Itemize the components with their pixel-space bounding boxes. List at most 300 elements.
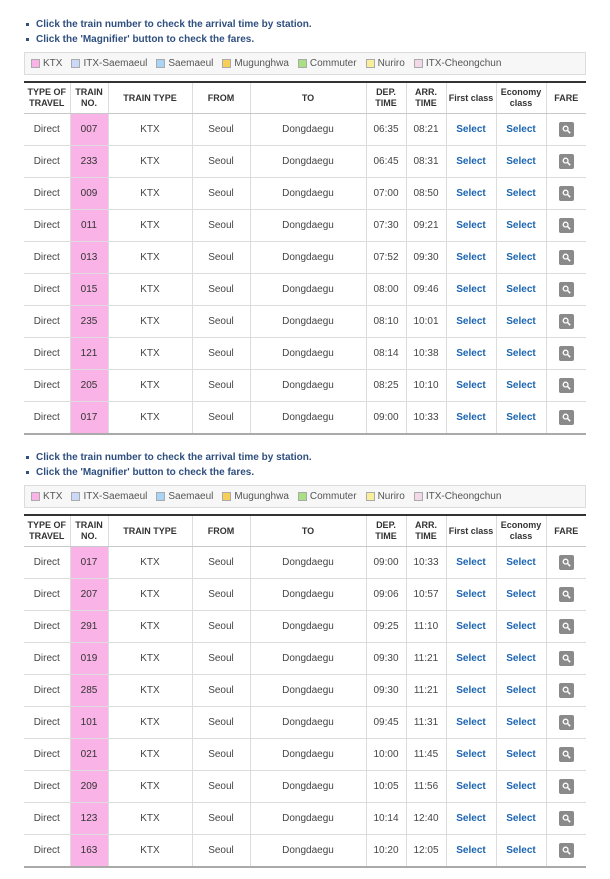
legend-swatch <box>31 59 40 68</box>
fare-cell <box>546 675 586 707</box>
legend-label: Mugunghwa <box>234 491 289 502</box>
fare-cell <box>546 803 586 835</box>
economy-class-select-button[interactable]: Select <box>506 653 536 664</box>
header-from: FROM <box>192 82 250 114</box>
economy-class-cell <box>496 547 546 579</box>
instruction-note: Click the 'Magnifier' button to check the fares. <box>24 32 586 47</box>
economy-class-select-button[interactable]: Select <box>506 717 536 728</box>
table-row <box>24 771 586 803</box>
timetable <box>24 81 586 435</box>
train-number-link[interactable]: 285 <box>70 675 108 707</box>
first-class-select-button[interactable]: Select <box>456 380 486 391</box>
legend-label: Nuriro <box>377 491 405 502</box>
fare-cell <box>546 611 586 643</box>
to-cell: Dongdaegu <box>250 242 366 274</box>
arrival-time-cell: 10:38 <box>406 338 446 370</box>
fare-cell <box>546 306 586 338</box>
travel-type-cell: Direct <box>24 146 70 178</box>
header-train-no: TRAIN NO. <box>70 82 108 114</box>
economy-class-cell <box>496 242 546 274</box>
from-cell: Seoul <box>192 178 250 210</box>
from-cell: Seoul <box>192 274 250 306</box>
economy-class-cell <box>496 338 546 370</box>
first-class-cell <box>446 739 496 771</box>
header-economy-class: Economy class <box>496 515 546 547</box>
first-class-cell <box>446 579 496 611</box>
from-cell: Seoul <box>192 306 250 338</box>
from-cell: Seoul <box>192 835 250 868</box>
header-arr-time: ARR. TIME <box>406 515 446 547</box>
travel-type-cell: Direct <box>24 274 70 306</box>
magnifier-icon[interactable] <box>559 555 574 570</box>
first-class-cell <box>446 675 496 707</box>
first-class-select-button[interactable]: Select <box>456 220 486 231</box>
arrival-time-cell: 11:21 <box>406 643 446 675</box>
economy-class-cell <box>496 370 546 402</box>
train-number-link[interactable]: 019 <box>70 643 108 675</box>
economy-class-cell <box>496 274 546 306</box>
legend-item <box>71 491 147 502</box>
train-type-cell: KTX <box>108 835 192 868</box>
from-cell: Seoul <box>192 739 250 771</box>
fare-cell <box>546 178 586 210</box>
legend-item <box>298 491 357 502</box>
legend-item <box>31 58 62 69</box>
arrival-time-cell: 12:40 <box>406 803 446 835</box>
to-cell: Dongdaegu <box>250 707 366 739</box>
economy-class-select-button[interactable]: Select <box>506 621 536 632</box>
legend-item <box>222 491 288 502</box>
departure-time-cell: 09:45 <box>366 707 406 739</box>
from-cell: Seoul <box>192 579 250 611</box>
train-type-cell: KTX <box>108 611 192 643</box>
legend-swatch <box>156 492 165 501</box>
train-number-link[interactable]: 021 <box>70 739 108 771</box>
table-row <box>24 146 586 178</box>
departure-time-cell: 10:05 <box>366 771 406 803</box>
train-number-link[interactable]: 291 <box>70 611 108 643</box>
train-number-link[interactable]: 013 <box>70 242 108 274</box>
table-row <box>24 611 586 643</box>
first-class-select-button[interactable]: Select <box>456 653 486 664</box>
travel-type-cell: Direct <box>24 643 70 675</box>
departure-time-cell: 09:00 <box>366 402 406 435</box>
first-class-cell <box>446 643 496 675</box>
table-row <box>24 306 586 338</box>
first-class-cell <box>446 178 496 210</box>
arrival-time-cell: 10:33 <box>406 547 446 579</box>
first-class-cell <box>446 835 496 868</box>
header-dep-time: DEP. TIME <box>366 82 406 114</box>
table-row <box>24 675 586 707</box>
arrival-time-cell: 11:31 <box>406 707 446 739</box>
first-class-cell <box>446 146 496 178</box>
legend-label: ITX-Cheongchun <box>425 58 502 69</box>
legend-item <box>298 58 357 69</box>
first-class-cell <box>446 547 496 579</box>
economy-class-select-button[interactable]: Select <box>506 557 536 568</box>
from-cell: Seoul <box>192 643 250 675</box>
train-number-link[interactable]: 007 <box>70 114 108 146</box>
to-cell: Dongdaegu <box>250 146 366 178</box>
first-class-select-button[interactable]: Select <box>456 621 486 632</box>
economy-class-select-button[interactable]: Select <box>506 124 536 135</box>
to-cell: Dongdaegu <box>250 114 366 146</box>
legend-item <box>156 491 213 502</box>
economy-class-cell <box>496 643 546 675</box>
departure-time-cell: 06:35 <box>366 114 406 146</box>
magnifier-icon[interactable] <box>559 346 574 361</box>
legend-swatch <box>298 492 307 501</box>
table-row <box>24 803 586 835</box>
legend-label: Commuter <box>309 58 357 69</box>
first-class-select-button[interactable]: Select <box>456 557 486 568</box>
table-row <box>24 579 586 611</box>
magnifier-icon[interactable] <box>559 250 574 265</box>
fare-cell <box>546 114 586 146</box>
economy-class-cell <box>496 210 546 242</box>
to-cell: Dongdaegu <box>250 338 366 370</box>
fare-cell <box>546 547 586 579</box>
legend-swatch <box>414 59 423 68</box>
economy-class-select-button[interactable]: Select <box>506 188 536 199</box>
header-train-type: TRAIN TYPE <box>108 82 192 114</box>
header-economy-class: Economy class <box>496 82 546 114</box>
header-from: FROM <box>192 515 250 547</box>
train-type-legend <box>24 485 586 508</box>
from-cell: Seoul <box>192 370 250 402</box>
travel-type-cell: Direct <box>24 803 70 835</box>
economy-class-cell <box>496 611 546 643</box>
train-number-link[interactable]: 207 <box>70 579 108 611</box>
first-class-select-button[interactable]: Select <box>456 316 486 327</box>
economy-class-cell <box>496 306 546 338</box>
economy-class-select-button[interactable]: Select <box>506 412 536 423</box>
economy-class-cell <box>496 114 546 146</box>
from-cell: Seoul <box>192 210 250 242</box>
economy-class-select-button[interactable]: Select <box>506 845 536 856</box>
legend-swatch <box>298 59 307 68</box>
legend-item <box>31 491 62 502</box>
from-cell: Seoul <box>192 803 250 835</box>
magnifier-icon[interactable] <box>559 410 574 425</box>
magnifier-icon[interactable] <box>559 282 574 297</box>
travel-type-cell: Direct <box>24 547 70 579</box>
train-number-link[interactable]: 123 <box>70 803 108 835</box>
magnifier-icon[interactable] <box>559 811 574 826</box>
economy-class-select-button[interactable]: Select <box>506 749 536 760</box>
to-cell: Dongdaegu <box>250 274 366 306</box>
to-cell: Dongdaegu <box>250 771 366 803</box>
first-class-select-button[interactable]: Select <box>456 749 486 760</box>
economy-class-select-button[interactable]: Select <box>506 781 536 792</box>
first-class-cell <box>446 114 496 146</box>
legend-swatch <box>71 492 80 501</box>
economy-class-select-button[interactable]: Select <box>506 252 536 263</box>
departure-time-cell: 07:00 <box>366 178 406 210</box>
first-class-cell <box>446 803 496 835</box>
economy-class-select-button[interactable]: Select <box>506 589 536 600</box>
arrival-time-cell: 10:10 <box>406 370 446 402</box>
to-cell: Dongdaegu <box>250 835 366 868</box>
magnifier-icon[interactable] <box>559 843 574 858</box>
first-class-cell <box>446 274 496 306</box>
economy-class-cell <box>496 771 546 803</box>
header-type-of-travel: TYPE OF TRAVEL <box>24 515 70 547</box>
header-dep-time: DEP. TIME <box>366 515 406 547</box>
economy-class-cell <box>496 739 546 771</box>
travel-type-cell: Direct <box>24 835 70 868</box>
legend-label: KTX <box>43 58 63 69</box>
arrival-time-cell: 12:05 <box>406 835 446 868</box>
train-number-link[interactable]: 235 <box>70 306 108 338</box>
magnifier-icon[interactable] <box>559 747 574 762</box>
train-number-link[interactable]: 209 <box>70 771 108 803</box>
table-row <box>24 707 586 739</box>
economy-class-select-button[interactable]: Select <box>506 284 536 295</box>
arrival-time-cell: 11:21 <box>406 675 446 707</box>
header-first-class: First class <box>446 82 496 114</box>
arrival-time-cell: 11:45 <box>406 739 446 771</box>
departure-time-cell: 09:00 <box>366 547 406 579</box>
travel-type-cell: Direct <box>24 178 70 210</box>
train-type-cell: KTX <box>108 146 192 178</box>
legend-swatch <box>366 59 375 68</box>
departure-time-cell: 06:45 <box>366 146 406 178</box>
train-type-legend <box>24 52 586 75</box>
first-class-cell <box>446 402 496 435</box>
train-number-link[interactable]: 017 <box>70 402 108 435</box>
table-row <box>24 178 586 210</box>
legend-swatch <box>31 492 40 501</box>
magnifier-icon[interactable] <box>559 186 574 201</box>
fare-cell <box>546 643 586 675</box>
fare-cell <box>546 146 586 178</box>
instruction-note: Click the train number to check the arrival time by station. <box>24 17 586 32</box>
first-class-select-button[interactable]: Select <box>456 348 486 359</box>
magnifier-icon[interactable] <box>559 779 574 794</box>
to-cell: Dongdaegu <box>250 611 366 643</box>
to-cell: Dongdaegu <box>250 675 366 707</box>
magnifier-icon[interactable] <box>559 378 574 393</box>
first-class-select-button[interactable]: Select <box>456 284 486 295</box>
from-cell: Seoul <box>192 675 250 707</box>
legend-swatch <box>414 492 423 501</box>
economy-class-select-button[interactable]: Select <box>506 813 536 824</box>
magnifier-icon[interactable] <box>559 651 574 666</box>
economy-class-select-button[interactable]: Select <box>506 220 536 231</box>
header-train-no: TRAIN NO. <box>70 515 108 547</box>
first-class-cell <box>446 771 496 803</box>
travel-type-cell: Direct <box>24 771 70 803</box>
arrival-time-cell: 08:21 <box>406 114 446 146</box>
header-arr-time: ARR. TIME <box>406 82 446 114</box>
timetable-section <box>24 450 586 868</box>
legend-label: Nuriro <box>377 58 405 69</box>
magnifier-icon[interactable] <box>559 715 574 730</box>
train-number-link[interactable]: 101 <box>70 707 108 739</box>
first-class-select-button[interactable]: Select <box>456 845 486 856</box>
travel-type-cell: Direct <box>24 370 70 402</box>
arrival-time-cell: 08:50 <box>406 178 446 210</box>
first-class-select-button[interactable]: Select <box>456 685 486 696</box>
fare-cell <box>546 370 586 402</box>
fare-cell <box>546 739 586 771</box>
to-cell: Dongdaegu <box>250 739 366 771</box>
train-number-link[interactable]: 011 <box>70 210 108 242</box>
first-class-cell <box>446 707 496 739</box>
instructions-list <box>24 17 586 47</box>
economy-class-cell <box>496 178 546 210</box>
magnifier-icon[interactable] <box>559 314 574 329</box>
header-type-of-travel: TYPE OF TRAVEL <box>24 82 70 114</box>
header-to: TO <box>250 515 366 547</box>
train-type-cell: KTX <box>108 242 192 274</box>
train-type-cell: KTX <box>108 210 192 242</box>
header-row <box>24 82 586 114</box>
table-row <box>24 242 586 274</box>
from-cell: Seoul <box>192 547 250 579</box>
timetable-section <box>24 17 586 435</box>
departure-time-cell: 07:52 <box>366 242 406 274</box>
first-class-select-button[interactable]: Select <box>456 717 486 728</box>
from-cell: Seoul <box>192 402 250 435</box>
economy-class-select-button[interactable]: Select <box>506 685 536 696</box>
train-number-link[interactable]: 009 <box>70 178 108 210</box>
from-cell: Seoul <box>192 707 250 739</box>
first-class-select-button[interactable]: Select <box>456 156 486 167</box>
from-cell: Seoul <box>192 338 250 370</box>
table-row <box>24 402 586 435</box>
magnifier-icon[interactable] <box>559 154 574 169</box>
table-row <box>24 370 586 402</box>
from-cell: Seoul <box>192 146 250 178</box>
train-number-link[interactable]: 233 <box>70 146 108 178</box>
arrival-time-cell: 09:30 <box>406 242 446 274</box>
departure-time-cell: 09:30 <box>366 675 406 707</box>
to-cell: Dongdaegu <box>250 370 366 402</box>
first-class-select-button[interactable]: Select <box>456 781 486 792</box>
to-cell: Dongdaegu <box>250 579 366 611</box>
fare-cell <box>546 274 586 306</box>
travel-type-cell: Direct <box>24 242 70 274</box>
first-class-select-button[interactable]: Select <box>456 124 486 135</box>
legend-label: Mugunghwa <box>234 58 289 69</box>
magnifier-icon[interactable] <box>559 122 574 137</box>
departure-time-cell: 08:14 <box>366 338 406 370</box>
header-to: TO <box>250 82 366 114</box>
header-train-type: TRAIN TYPE <box>108 515 192 547</box>
first-class-select-button[interactable]: Select <box>456 252 486 263</box>
legend-label: ITX-Saemaeul <box>83 491 148 502</box>
magnifier-icon[interactable] <box>559 619 574 634</box>
to-cell: Dongdaegu <box>250 178 366 210</box>
first-class-cell <box>446 338 496 370</box>
train-type-cell: KTX <box>108 274 192 306</box>
first-class-select-button[interactable]: Select <box>456 813 486 824</box>
first-class-cell <box>446 210 496 242</box>
from-cell: Seoul <box>192 242 250 274</box>
train-type-cell: KTX <box>108 803 192 835</box>
fare-cell <box>546 579 586 611</box>
header-first-class: First class <box>446 515 496 547</box>
departure-time-cell: 10:14 <box>366 803 406 835</box>
train-number-link[interactable]: 015 <box>70 274 108 306</box>
economy-class-cell <box>496 579 546 611</box>
table-row <box>24 338 586 370</box>
travel-type-cell: Direct <box>24 210 70 242</box>
header-row <box>24 515 586 547</box>
departure-time-cell: 10:20 <box>366 835 406 868</box>
economy-class-select-button[interactable]: Select <box>506 380 536 391</box>
fare-cell <box>546 242 586 274</box>
legend-item <box>414 491 502 502</box>
first-class-cell <box>446 306 496 338</box>
first-class-select-button[interactable]: Select <box>456 188 486 199</box>
legend-label: ITX-Cheongchun <box>425 491 502 502</box>
first-class-cell <box>446 611 496 643</box>
departure-time-cell: 09:06 <box>366 579 406 611</box>
economy-class-cell <box>496 675 546 707</box>
fare-cell <box>546 771 586 803</box>
magnifier-icon[interactable] <box>559 683 574 698</box>
fare-cell <box>546 835 586 868</box>
to-cell: Dongdaegu <box>250 306 366 338</box>
to-cell: Dongdaegu <box>250 402 366 435</box>
from-cell: Seoul <box>192 611 250 643</box>
train-type-cell: KTX <box>108 739 192 771</box>
train-type-cell: KTX <box>108 402 192 435</box>
train-number-link[interactable]: 205 <box>70 370 108 402</box>
train-number-link[interactable]: 163 <box>70 835 108 868</box>
fare-cell <box>546 402 586 435</box>
legend-label: ITX-Saemaeul <box>83 58 148 69</box>
to-cell: Dongdaegu <box>250 643 366 675</box>
arrival-time-cell: 11:10 <box>406 611 446 643</box>
legend-item <box>366 58 405 69</box>
arrival-time-cell: 09:46 <box>406 274 446 306</box>
instructions-list <box>24 450 586 480</box>
first-class-select-button[interactable]: Select <box>456 412 486 423</box>
legend-label: Commuter <box>309 491 357 502</box>
instruction-note: Click the train number to check the arrival time by station. <box>24 450 586 465</box>
table-row <box>24 547 586 579</box>
train-number-link[interactable]: 121 <box>70 338 108 370</box>
first-class-select-button[interactable]: Select <box>456 589 486 600</box>
economy-class-select-button[interactable]: Select <box>506 156 536 167</box>
economy-class-select-button[interactable]: Select <box>506 348 536 359</box>
from-cell: Seoul <box>192 771 250 803</box>
header-fare: FARE <box>546 515 586 547</box>
departure-time-cell: 09:25 <box>366 611 406 643</box>
travel-type-cell: Direct <box>24 306 70 338</box>
economy-class-cell <box>496 707 546 739</box>
economy-class-cell <box>496 402 546 435</box>
legend-label: Saemaeul <box>168 58 214 69</box>
train-type-cell: KTX <box>108 579 192 611</box>
table-row <box>24 643 586 675</box>
legend-swatch <box>222 59 231 68</box>
to-cell: Dongdaegu <box>250 547 366 579</box>
train-number-link[interactable]: 017 <box>70 547 108 579</box>
economy-class-select-button[interactable]: Select <box>506 316 536 327</box>
magnifier-icon[interactable] <box>559 218 574 233</box>
arrival-time-cell: 10:57 <box>406 579 446 611</box>
train-type-cell: KTX <box>108 707 192 739</box>
train-type-cell: KTX <box>108 178 192 210</box>
timetable <box>24 514 586 868</box>
magnifier-icon[interactable] <box>559 587 574 602</box>
